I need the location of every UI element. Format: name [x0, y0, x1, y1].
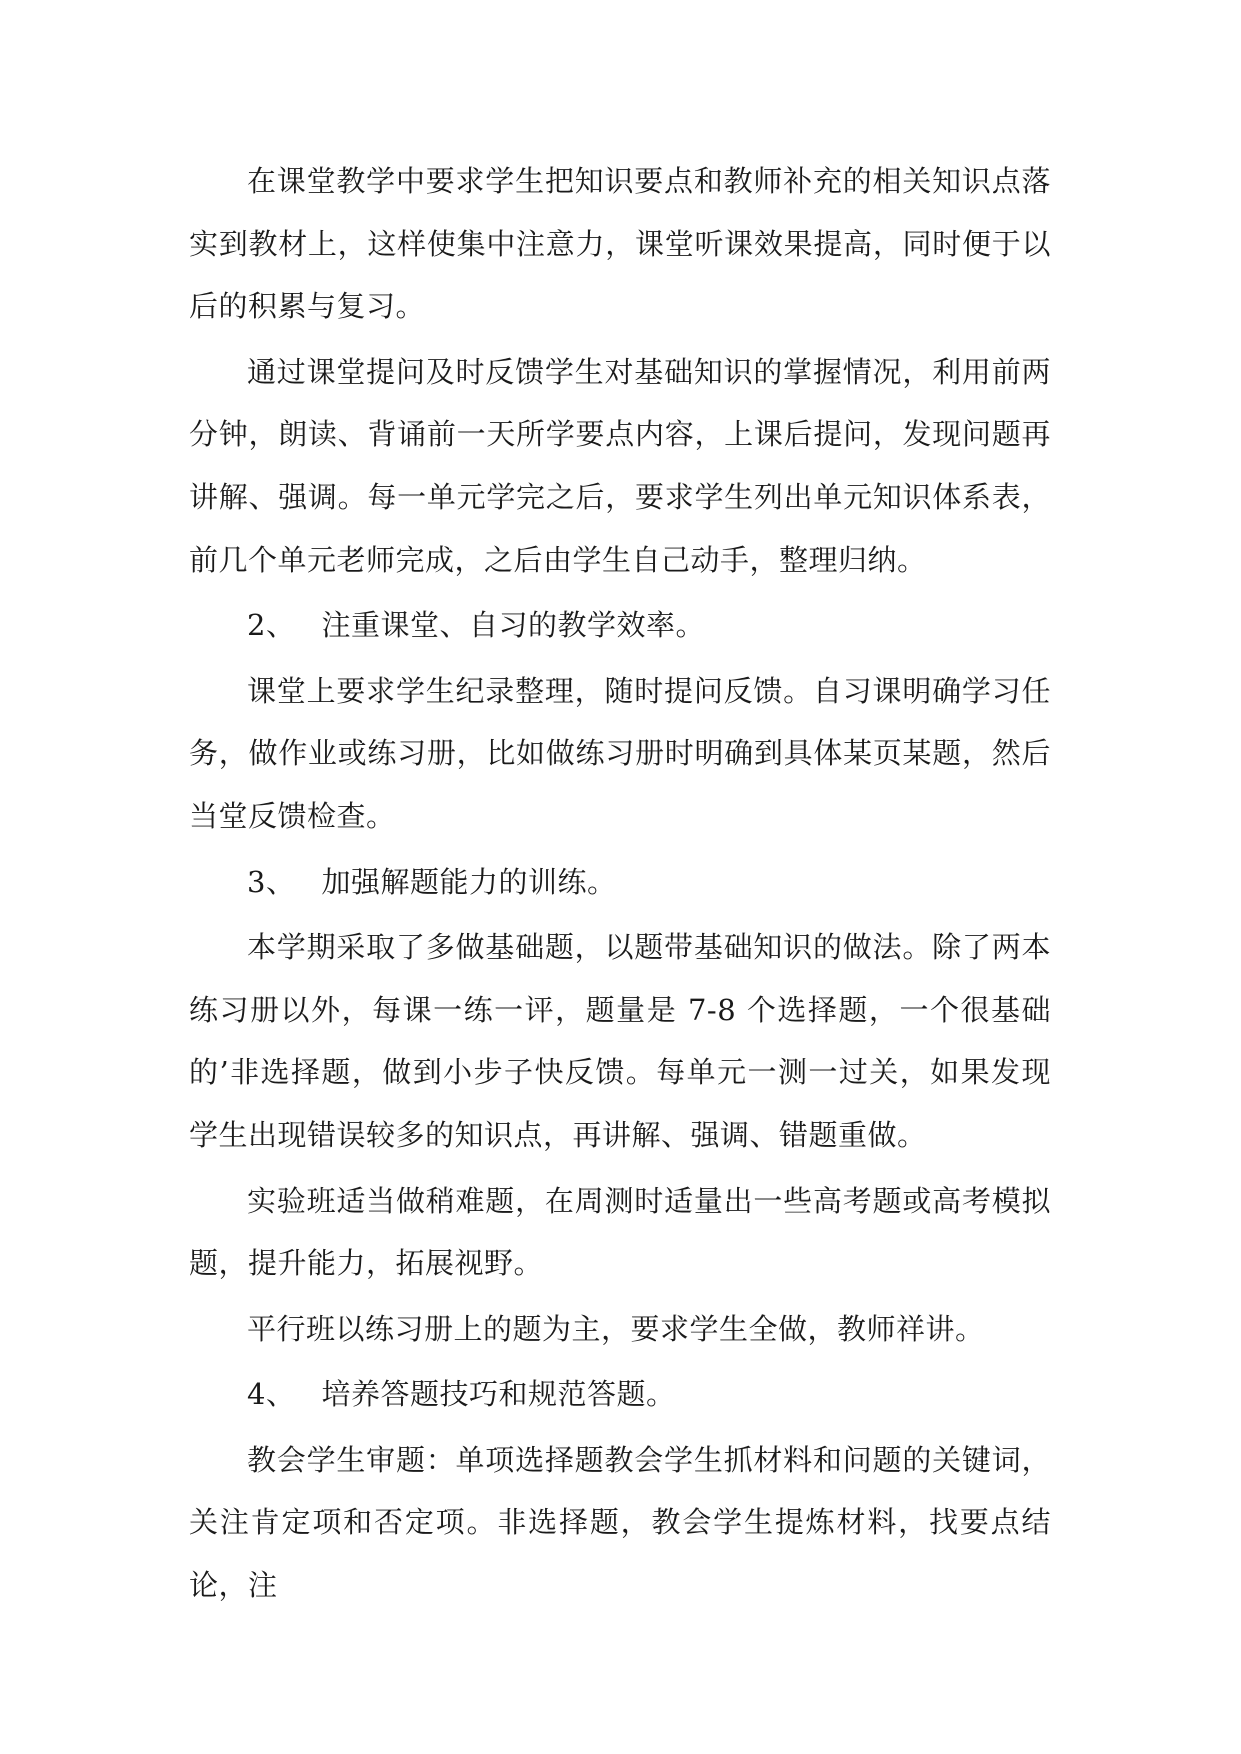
paragraph-2: 通过课堂提问及时反馈学生对基础知识的掌握情况，利用前两分钟，朗读、背诵前一天所学要点内容，上课后提问，发现问题再讲解、强调。每一单元学完之后，要求学生列出单元知识体系表，前几个单元老师完成，之后由学生自己动手，整理归纳。 [189, 354, 1051, 577]
paragraph-4: 本学期采取了多做基础题，以题带基础知识的做法。除了两本练习册以外，每课一练一评，题量是 7-8 个选择题，一个很基础的’非选择题，做到小步子快反馈。每单元一测一过关，如果发现学生出现错误较多的知识点，再讲解、强调、错题重做。 [189, 930, 1051, 1152]
section-heading-4 [189, 1363, 1051, 1426]
paragraph-5: 实验班适当做稍难题，在周测时适量出一些高考题或高考模拟题，提升能力，拓展视野。 [189, 1183, 1051, 1281]
section-number: 2、 [247, 608, 296, 643]
section-heading-2 [189, 594, 1051, 657]
paragraph-3: 课堂上要求学生纪录整理，随时提问反馈。自习课明确学习任务，做作业或练习册，比如做练习册时明确到具体某页某题，然后当堂反馈检查。 [189, 673, 1051, 833]
section-number: 3、 [247, 864, 296, 899]
document-page [189, 150, 1051, 1620]
section-heading-3 [189, 851, 1051, 914]
section-number: 4、 [247, 1377, 296, 1412]
paragraph-6: 平行班以练习册上的题为主，要求学生全做，教师祥讲。 [247, 1311, 985, 1346]
paragraph-7: 教会学生审题：单项选择题教会学生抓材料和问题的关键词，关注肯定项和否定项。非选择题，教会学生提炼材料，找要点结论，注 [189, 1442, 1051, 1603]
section-title: 加强解题能力的训练。 [321, 864, 617, 899]
section-title: 注重课堂、自习的教学效率。 [321, 608, 705, 643]
section-title: 培养答题技巧和规范答题。 [321, 1377, 676, 1412]
paragraph-1: 在课堂教学中要求学生把知识要点和教师补充的相关知识点落实到教材上，这样使集中注意力，课堂听课效果提高，同时便于以后的积累与复习。 [189, 164, 1051, 324]
